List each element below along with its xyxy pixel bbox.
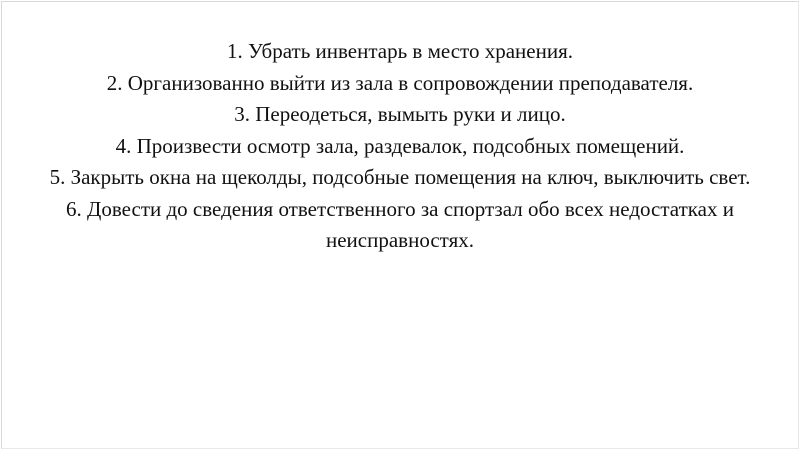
list-item-6: 6. Довести до сведения ответственного за спортзал обо всех недостатках и неисправностях. — [66, 196, 734, 252]
list-item-2: 2. Организованно выйти из зала в сопровождении преподавателя. — [106, 70, 694, 95]
list-item-4: 4. Произвести осмотр зала, раздевалок, подсобных помещений. — [115, 133, 685, 158]
list-item-3: 3. Переодеться, вымыть руки и лицо. — [234, 102, 566, 126]
instruction-list — [40, 36, 760, 257]
list-item-1: 1. Убрать инвентарь в место хранения. — [227, 39, 573, 63]
list-item-5: 5. Закрыть окна на щеколды, подсобные помещения на ключ, выключить свет. — [49, 165, 751, 189]
